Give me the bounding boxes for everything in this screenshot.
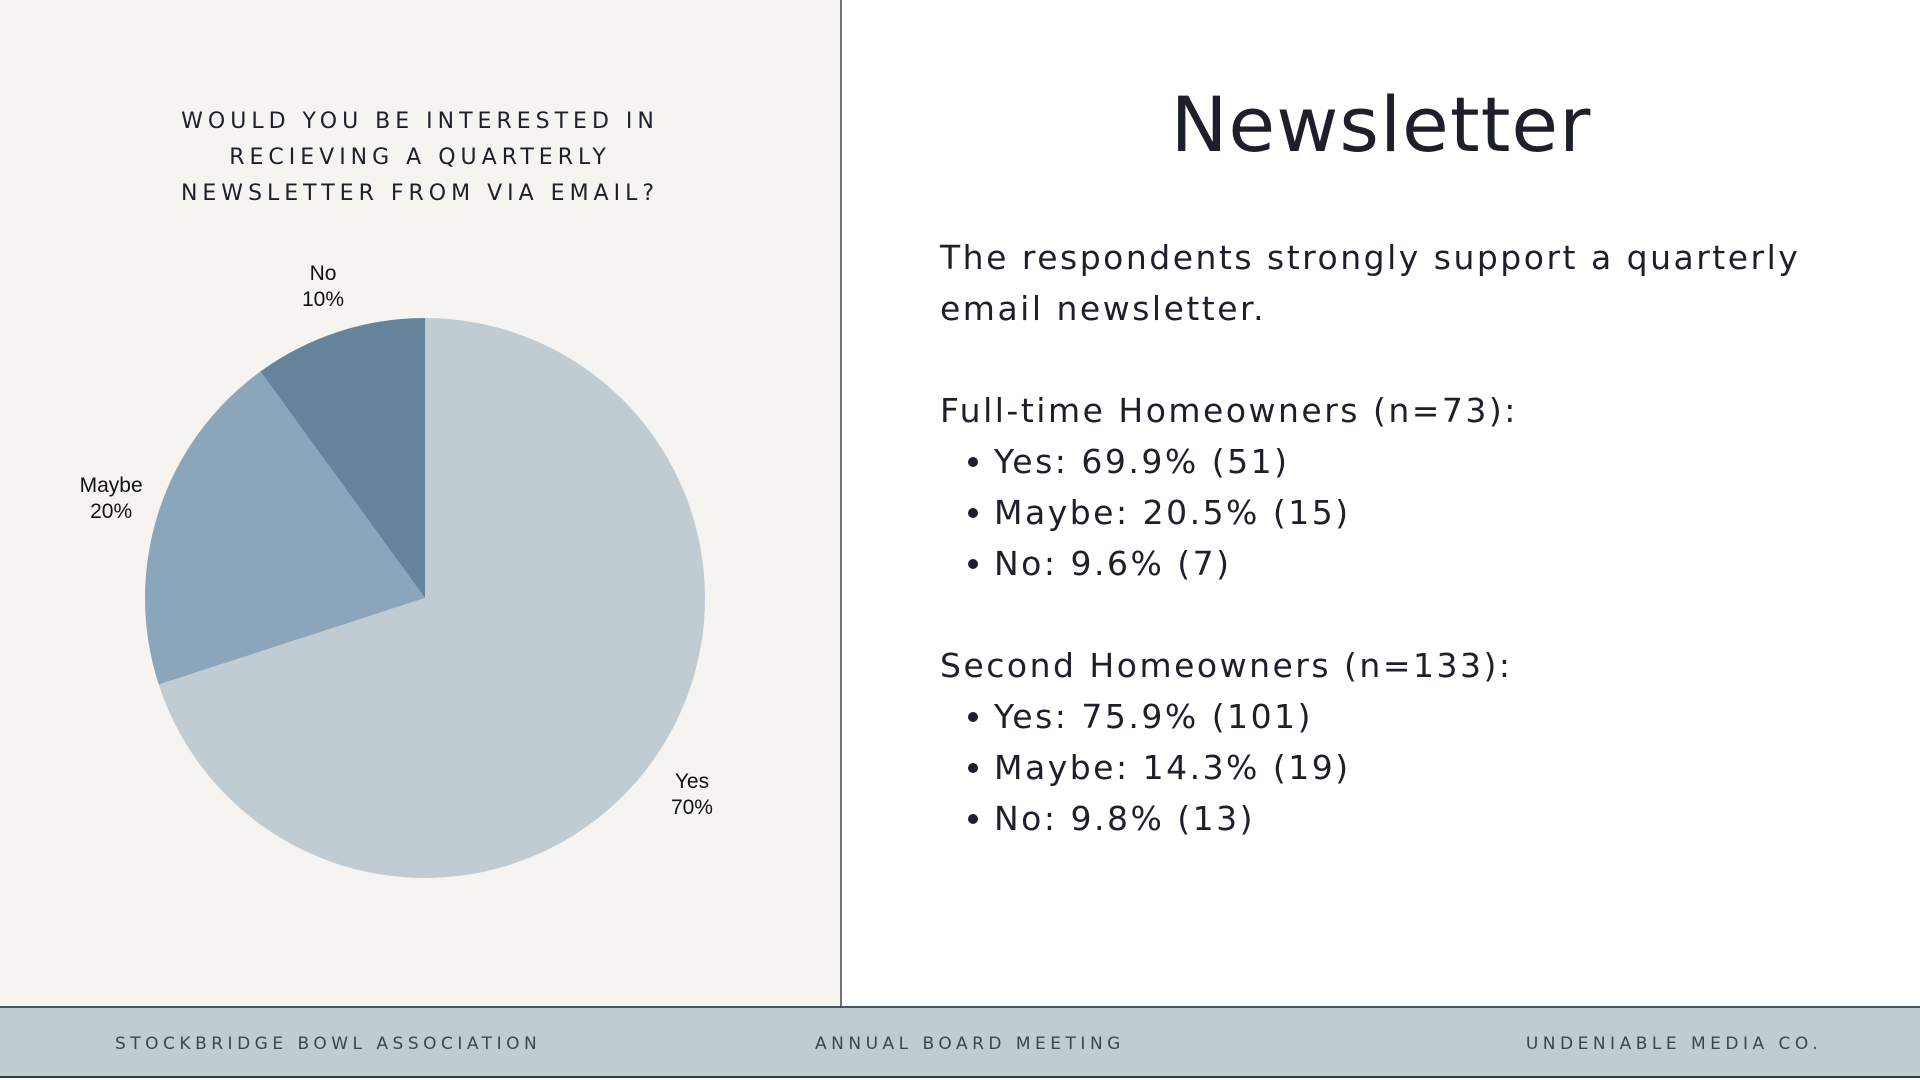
footer-credit: UNDENIABLE MEDIA CO. (1525, 1034, 1822, 1054)
chart-panel (0, 0, 842, 1006)
list-item: Yes: 69.9% (51) (968, 436, 1840, 487)
footer-event: ANNUAL BOARD MEETING (815, 1034, 1125, 1054)
full-time-homeowners-group (940, 385, 1840, 589)
second-homeowners-group (940, 640, 1840, 844)
result-list (940, 691, 1840, 844)
slice-label-yes: Yes 70% (670, 769, 713, 819)
intro-paragraph: The respondents strongly support a quarterly email newsletter. (940, 238, 1801, 328)
pie-chart (0, 0, 840, 1006)
slice-label-maybe: Maybe 20% (79, 474, 143, 524)
list-item: Maybe: 20.5% (15) (968, 487, 1840, 538)
chart-title-line: RECIEVING A QUARTERLY (229, 145, 611, 170)
list-item: No: 9.8% (13) (968, 793, 1840, 844)
group-title: Second Homeowners (n=133): (940, 646, 1513, 685)
page-title: Newsletter (1170, 80, 1592, 169)
slice-label-no: No 10% (302, 262, 345, 312)
chart-title-line: NEWSLETTER FROM VIA EMAIL? (180, 181, 660, 206)
list-item: Maybe: 14.3% (19) (968, 742, 1840, 793)
group-title: Full-time Homeowners (n=73): (940, 391, 1518, 430)
chart-title-line: WOULD YOU BE INTERESTED IN (181, 109, 659, 134)
result-list (940, 436, 1840, 589)
list-item: No: 9.6% (7) (968, 538, 1840, 589)
content-panel (842, 0, 1920, 1006)
list-item: Yes: 75.9% (101) (968, 691, 1840, 742)
footer-bar (0, 1006, 1920, 1078)
footer-organization: STOCKBRIDGE BOWL ASSOCIATION (115, 1034, 542, 1054)
summary-text (940, 232, 1840, 844)
